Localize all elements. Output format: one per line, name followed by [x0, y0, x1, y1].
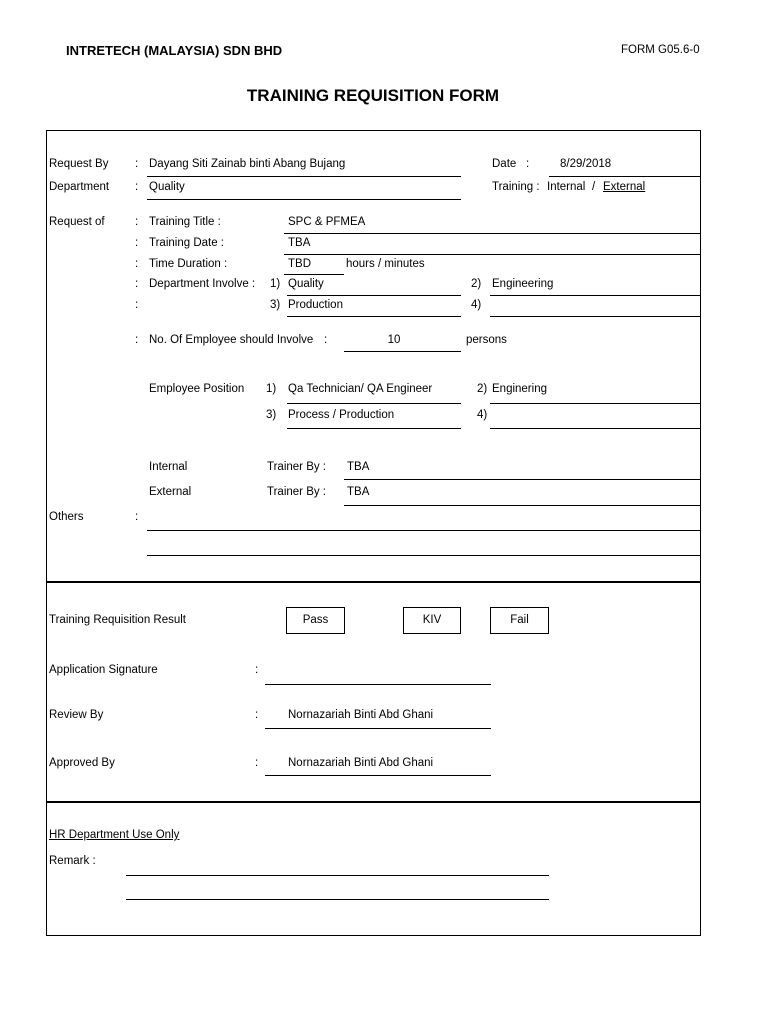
others-line-1[interactable]	[147, 530, 700, 531]
training-date-line	[284, 254, 700, 255]
internal-trainer-value[interactable]: TBA	[347, 461, 370, 473]
request-by-label: Request By	[49, 158, 109, 170]
training-date-value[interactable]: TBA	[288, 237, 311, 249]
colon: :	[135, 511, 139, 523]
no-employee-line	[344, 351, 461, 352]
position-2[interactable]: Enginering	[492, 383, 547, 395]
internal-label: Internal	[149, 461, 188, 473]
form-number: FORM G05.6-0	[621, 44, 700, 56]
training-external[interactable]: External	[603, 181, 646, 193]
no-employee-value[interactable]: 10	[387, 334, 401, 346]
dept-num: 3)	[270, 299, 281, 311]
others-line-2[interactable]	[147, 555, 700, 556]
dept-num: 1)	[270, 278, 281, 290]
colon: :	[135, 158, 139, 170]
approved-by-value[interactable]: Nornazariah Binti Abd Ghani	[288, 757, 434, 769]
position-line-3	[287, 428, 461, 429]
fail-option[interactable]: Fail	[490, 607, 549, 634]
department-label: Department	[49, 181, 110, 193]
request-of-label: Request of	[49, 216, 105, 228]
result-label: Training Requisition Result	[49, 614, 187, 626]
no-employee-label: No. Of Employee should Involve	[149, 334, 314, 346]
colon: :	[526, 158, 530, 170]
others-label: Others	[49, 511, 84, 523]
time-duration-line	[284, 274, 344, 275]
dept-line-3	[287, 316, 461, 317]
employee-position-label: Employee Position	[149, 383, 245, 395]
dept-involve-label: Department Involve :	[149, 278, 256, 290]
colon: :	[135, 181, 139, 193]
dept-line-4	[490, 316, 700, 317]
colon: :	[255, 709, 259, 721]
date-line	[549, 176, 700, 177]
request-by-value[interactable]: Dayang Siti Zainab binti Abang Bujang	[149, 158, 346, 170]
review-by-value[interactable]: Nornazariah Binti Abd Ghani	[288, 709, 434, 721]
dept-line-1	[287, 295, 461, 296]
dept-num: 4)	[471, 299, 482, 311]
remark-line-2[interactable]	[126, 899, 549, 900]
section-divider-1	[46, 581, 701, 583]
colon: :	[135, 278, 139, 290]
position-num: 4)	[477, 409, 488, 421]
dept-num: 2)	[471, 278, 482, 290]
section-divider-2	[46, 801, 701, 803]
dept-involve-2[interactable]: Engineering	[492, 278, 554, 290]
training-internal[interactable]: Internal	[547, 181, 586, 193]
hr-department-label: HR Department Use Only	[49, 829, 180, 841]
dept-involve-1[interactable]: Quality	[288, 278, 324, 290]
external-trainer-line	[344, 505, 700, 506]
department-value[interactable]: Quality	[149, 181, 185, 193]
training-date-label: Training Date :	[149, 237, 224, 249]
training-label: Training :	[492, 181, 540, 193]
colon: :	[255, 664, 259, 676]
trainer-by-label: Trainer By :	[267, 461, 327, 473]
date-value[interactable]: 8/29/2018	[560, 158, 612, 170]
remark-label: Remark :	[49, 855, 96, 867]
position-line-1	[287, 403, 461, 404]
position-num: 1)	[266, 383, 277, 395]
approved-by-label: Approved By	[49, 757, 115, 769]
position-line-4	[490, 428, 700, 429]
training-title-label: Training Title :	[149, 216, 221, 228]
time-duration-label: Time Duration :	[149, 258, 228, 270]
colon: :	[135, 299, 139, 311]
position-3[interactable]: Process / Production	[288, 409, 395, 421]
page-title: TRAINING REQUISITION FORM	[246, 86, 500, 105]
remark-line-1[interactable]	[126, 875, 549, 876]
colon: :	[135, 216, 139, 228]
time-unit: hours / minutes	[346, 258, 425, 270]
frame-left	[46, 130, 47, 935]
kiv-option[interactable]: KIV	[403, 607, 461, 634]
dept-line-2	[490, 295, 700, 296]
time-duration-value[interactable]: TBD	[288, 258, 311, 270]
approved-by-line	[265, 775, 491, 776]
review-by-line	[265, 728, 491, 729]
review-by-label: Review By	[49, 709, 104, 721]
frame-bottom	[46, 935, 701, 936]
dept-involve-3[interactable]: Production	[288, 299, 343, 311]
training-title-line	[284, 233, 700, 234]
department-line	[147, 199, 461, 200]
frame-right	[700, 130, 701, 935]
colon: :	[135, 258, 139, 270]
trainer-by-label: Trainer By :	[267, 486, 327, 498]
company-name: INTRETECH (MALAYSIA) SDN BHD	[66, 43, 283, 58]
training-title-value[interactable]: SPC & PFMEA	[288, 216, 366, 228]
position-line-2	[490, 403, 700, 404]
colon: :	[135, 334, 139, 346]
application-signature-label: Application Signature	[49, 664, 158, 676]
external-trainer-value[interactable]: TBA	[347, 486, 370, 498]
no-employee-unit: persons	[466, 334, 507, 346]
colon: :	[135, 237, 139, 249]
date-label: Date	[492, 158, 517, 170]
frame-top	[46, 130, 701, 131]
colon: :	[255, 757, 259, 769]
external-label: External	[149, 486, 192, 498]
position-num: 2)	[477, 383, 488, 395]
internal-trainer-line	[344, 479, 700, 480]
colon: :	[324, 334, 328, 346]
request-by-line	[147, 176, 461, 177]
application-signature-line	[265, 684, 491, 685]
pass-option[interactable]: Pass	[286, 607, 345, 634]
position-1[interactable]: Qa Technician/ QA Engineer	[288, 383, 433, 395]
training-separator: /	[592, 181, 596, 193]
position-num: 3)	[266, 409, 277, 421]
